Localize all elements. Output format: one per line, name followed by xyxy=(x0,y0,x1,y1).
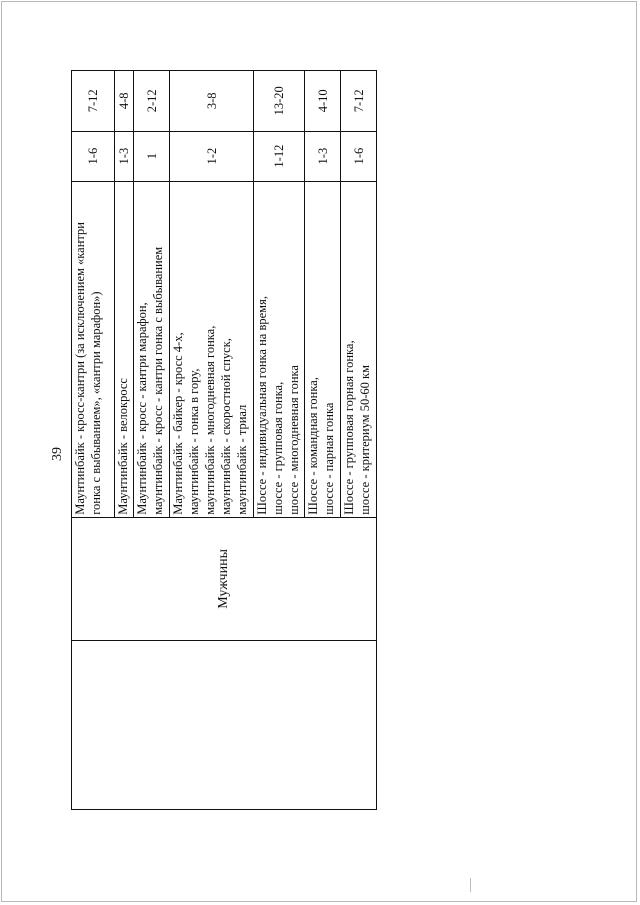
class-range-cell: 2-12 xyxy=(134,71,170,132)
empty-left-cell xyxy=(72,640,377,809)
discipline-line: маунтинбайк - гонка в гору, xyxy=(187,368,201,515)
table-row xyxy=(72,71,115,810)
sports-discipline-table xyxy=(71,70,377,810)
class-range-cell: 7-12 xyxy=(72,71,115,132)
age-range-cell: 1-2 xyxy=(170,131,254,181)
age-range-cell: 1-3 xyxy=(115,131,134,181)
group-cell: Мужчины xyxy=(72,517,377,640)
discipline-line: шоссе - многодневная гонка xyxy=(287,365,301,515)
discipline-line: Шоссе - индивидуальная гонка на время, xyxy=(255,296,269,515)
discipline-line: шоссе - критериум 50-60 км xyxy=(358,365,372,515)
discipline-line: шоссе - парная гонка xyxy=(322,402,336,515)
class-range-cell: 3-8 xyxy=(170,71,254,132)
table-container xyxy=(71,70,372,810)
class-range-cell: 7-12 xyxy=(341,71,377,132)
class-range-cell: 4-8 xyxy=(115,71,134,132)
discipline-line: Шоссе - групповая горная гонка, xyxy=(342,340,356,515)
discipline-cell xyxy=(341,181,377,517)
discipline-line: гонка с выбыванием», «кантри марафон») xyxy=(89,291,103,515)
discipline-line: Маунтинбайк - байкер - кросс 4-х, xyxy=(171,332,185,515)
discipline-line: маунтинбайк - триал xyxy=(235,404,249,515)
discipline-cell xyxy=(115,181,134,517)
discipline-line: шоссе - групповая гонка, xyxy=(271,381,285,515)
age-range-cell: 1-6 xyxy=(341,131,377,181)
age-range-cell: 1-6 xyxy=(72,131,115,181)
page-number: 39 xyxy=(50,447,65,461)
age-range-cell: 1-12 xyxy=(254,131,305,181)
rotated-table-frame xyxy=(71,70,372,810)
discipline-line: маунтинбайк - кросс - кантри гонка с выбыванием xyxy=(151,246,165,515)
discipline-cell xyxy=(305,181,341,517)
age-range-cell: 1 xyxy=(134,131,170,181)
discipline-line: Маунтинбайк - кросс - кантри марафон, xyxy=(135,302,149,515)
discipline-line: маунтинбайк - многодневная гонка, xyxy=(203,325,217,515)
class-range-cell: 4-10 xyxy=(305,71,341,132)
discipline-cell xyxy=(254,181,305,517)
discipline-cell xyxy=(72,181,115,517)
scan-mark xyxy=(470,878,471,892)
discipline-line: Маунтинбайк - велокросс xyxy=(116,378,130,515)
class-range-cell: 13-20 xyxy=(254,71,305,132)
age-range-cell: 1-3 xyxy=(305,131,341,181)
discipline-line: Маунтинбайк - кросс-кантри (за исключением «кантри xyxy=(73,222,87,515)
discipline-cell xyxy=(170,181,254,517)
discipline-line: Шоссе - командная гонка, xyxy=(306,377,320,515)
discipline-cell xyxy=(134,181,170,517)
discipline-line: маунтинбайк - скоростной спуск, xyxy=(219,338,233,515)
